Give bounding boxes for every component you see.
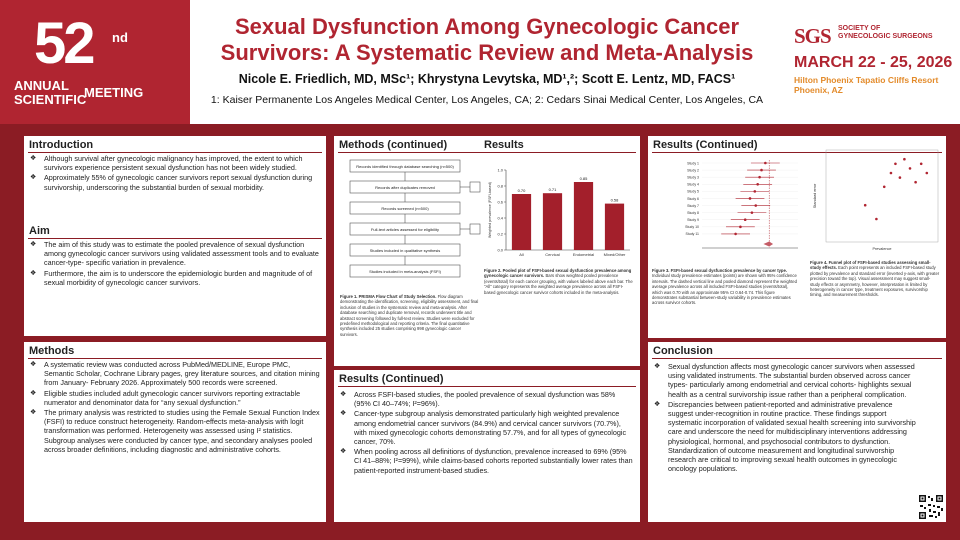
- methods-panel: [24, 342, 326, 522]
- study-label: Study 6: [687, 196, 699, 201]
- y-tick-label: 0.8: [497, 183, 503, 189]
- bar: [574, 182, 593, 250]
- study-label: Study 11: [685, 232, 699, 237]
- meeting-number: 52: [34, 11, 93, 76]
- list-item: ❖ Although survival after gynecologic malignancy has improved, the extent to which survivors experience persistent sexual dysfunction has not been widely studied.: [30, 154, 320, 172]
- x-tick-label: Mixed/Other: [603, 252, 626, 257]
- study-label: Study 7: [687, 203, 699, 208]
- y-axis-label: Weighted prevalence (FSFI-based): [488, 182, 492, 238]
- list-item: ❖ Furthermore, the aim is to underscore the epidemiologic burden and magnitude of of sexual morbidity of gynecologic cancer survivors.: [30, 269, 320, 287]
- funnel-point: [890, 172, 893, 175]
- funnel-point: [875, 218, 878, 221]
- study-label: Study 8: [687, 210, 699, 215]
- flow-box-label: Records screened (n≈500): [381, 205, 429, 211]
- list-item: ❖ The primary analysis was restricted to studies using the Female Sexual Function Index (FSFI) to reduce construct heterogeneity. Random-effects meta-analysis with logit transformation was performed. Heterogeneity was assessed using I² statistics. Subgroup analyses were conducted by cancer type, and secondary analyses pooled across broader definitions, including diagnostic and administrative cohorts.: [30, 408, 320, 454]
- affiliations: 1: Kaiser Permanente Los Angeles Medical Center, Los Angeles, CA; 2: Cedars Sinai Medical Center, Los Angeles, CA: [210, 94, 764, 106]
- meeting-city: Phoenix, AZ: [794, 85, 843, 95]
- list-item: ❖ Discrepancies between patient-reported and administrative prevalence suggest under-recognition in routine practice. These findings support systematic incorporation of validated sexual health screening into survivorship care and underscore the need for multidisciplinary interventions addressing physiological, hormonal, and psychosocial contributors to dysfunction. Standardization of outcome measurement and longitudinal survivorship research are critical to improving sexual health outcomes in gynecologic oncology populations.: [654, 400, 918, 474]
- results-continued-list: [340, 390, 634, 476]
- study-point: [754, 204, 757, 207]
- list-item: ❖ Approximately 55% of gynecologic cancer survivors report sexual dysfunction during survivorship, underscoring the substantial burden of sexual morbidity.: [30, 173, 320, 191]
- figure4-caption: Figure 4. Funnel plot of FSFI-based studies assessing small-study effects. Each point represents an included FSFI-based study plotted by prevalence and standard error (inverted y-axis, with greater precision toward the top). Visual assessment may suggest small-study effects or asymmetry, however, interpretation is limited by heterogeneity in cancer type, treatment exposures, survivorship timing, and measurement thresholds.: [810, 260, 940, 298]
- list-item: ❖ The aim of this study was to estimate the pooled prevalence of sexual dysfunction among gynecologic cancer survivors using validated assessment tools and to evaluate cancer-type- specific variation in prevalence.: [30, 240, 320, 268]
- methods-heading: Methods: [29, 345, 75, 357]
- funnel-point: [899, 176, 902, 179]
- y-tick-label: 1.0: [497, 167, 503, 173]
- study-label: Study 3: [687, 175, 699, 180]
- sgs-society-name: SOCIETY OF GYNECOLOGIC SURGEONS: [838, 25, 933, 40]
- results-continued-bottom-panel: [334, 370, 640, 522]
- study-point: [756, 183, 759, 186]
- y-axis-label: Standard error: [813, 183, 817, 209]
- methods-continued-heading: Methods (continued): [339, 139, 448, 151]
- list-item: ❖ A systematic review was conducted across PubMed/MEDLINE, Europe PMC, Semantic Scholar, Cochrane Library pages, grey literature sources, and citation mining from January- February 2026. Approximately 500 records were screened.: [30, 360, 320, 388]
- funnel-point: [883, 186, 886, 189]
- study-point: [758, 176, 761, 179]
- meeting-dates: MARCH 22 - 25, 2026: [794, 54, 953, 71]
- meeting-logo: [0, 0, 190, 124]
- results-continued-heading-top: Results (Continued): [653, 139, 758, 151]
- x-tick-label: Cervical: [545, 252, 560, 257]
- funnel-point: [903, 158, 906, 161]
- bar-chart: [484, 158, 636, 276]
- meeting-label-annual: ANNUAL: [14, 78, 69, 93]
- flow-exclusion-box: [470, 182, 480, 192]
- y-tick-label: 0.2: [497, 231, 503, 237]
- qr-code-icon[interactable]: [918, 494, 944, 520]
- study-label: Study 9: [687, 218, 699, 223]
- poster-title-line1: Sexual Dysfunction Among Gynecologic Cancer: [234, 14, 740, 39]
- flow-box-label: Studies included in qualitative synthesis: [369, 247, 441, 253]
- study-point: [751, 211, 754, 214]
- flow-box-label: Studies included in meta-analysis (FSFI): [369, 268, 441, 274]
- list-item: ❖ Eligible studies included adult gynecologic cancer survivors reporting extractable numerator and denominator data for “any sexual dysfunction.”: [30, 389, 320, 407]
- introduction-heading: Introduction: [29, 139, 94, 151]
- methods-list: [30, 360, 320, 455]
- x-axis-label: Prevalence: [872, 247, 892, 251]
- study-label: Study 4: [687, 182, 699, 187]
- results-continued-heading-bottom: Results (Continued): [339, 373, 444, 385]
- methods-results-panel: [334, 136, 640, 366]
- x-tick-label: Endometrial: [572, 252, 595, 257]
- prisma-flowchart: [342, 158, 482, 288]
- study-label: Study 1: [687, 161, 699, 166]
- study-point: [749, 197, 752, 200]
- bar-value-label: 0.85: [579, 176, 588, 181]
- bar-value-label: 0.71: [548, 187, 557, 193]
- introduction-panel: [24, 136, 326, 336]
- funnel-point: [914, 181, 917, 184]
- study-label: Study 2: [687, 168, 699, 173]
- y-tick-label: 0.6: [497, 199, 503, 205]
- funnel-point: [920, 163, 923, 166]
- figure1-caption: Figure 1. PRISMA Flow Chart of Study Selection. Flow diagram demonstrating the identification, screening, eligibility assessment, and final inclusion of studies in the systematic review and meta-analysis. After database searching and duplicate removal, records underwent title and abstract screening followed by full-text review. Studies were excluded for predefined methodological and reporting criteria. The final quantitative synthesis included 25 studies comprising 998 gynecologic cancer survivors.: [340, 294, 479, 337]
- bar-value-label: 0.70: [517, 188, 526, 193]
- meeting-label-scientific: SCIENTIFIC: [14, 92, 87, 107]
- aim-heading: Aim: [29, 225, 50, 237]
- aim-list: [30, 240, 320, 288]
- bar-value-label: 0.58: [610, 197, 619, 203]
- list-item: ❖ Cancer-type subgroup analysis demonstrated particularly high weighted prevalence among endometrial cancer survivors (84.9%) and cervical cancer survivors (70.7%), with mixed gynecologic cohorts demonstrating 57.7%, and for all types of gynecologic cancer, 70%.: [340, 409, 634, 446]
- funnel-point: [864, 204, 867, 207]
- study-label: Study 5: [687, 189, 699, 194]
- y-tick-label: 0.4: [497, 215, 503, 221]
- study-point: [744, 218, 747, 221]
- study-label: Study 10: [685, 225, 699, 230]
- conclusion-heading: Conclusion: [653, 345, 713, 357]
- meeting-label-meeting: MEETING: [84, 85, 144, 100]
- introduction-list: [30, 154, 320, 193]
- study-point: [739, 226, 742, 229]
- meeting-venue: Hilton Phoenix Tapatio Cliffs Resort: [794, 75, 939, 85]
- forest-plot: [652, 156, 802, 256]
- study-point: [764, 162, 767, 165]
- funnel-point: [909, 167, 912, 170]
- conclusion-panel: [648, 342, 946, 522]
- flow-exclusion-box: [470, 224, 480, 234]
- bar: [605, 204, 624, 250]
- study-point: [754, 190, 757, 193]
- funnel-point: [926, 172, 929, 175]
- results-heading: Results: [484, 139, 524, 151]
- results-continued-top-panel: [648, 136, 946, 338]
- sgs-mark: SGS: [794, 24, 831, 48]
- poster-title-line2: Survivors: A Systematic Review and Meta-Analysis: [220, 40, 754, 65]
- list-item: ❖ When pooling across all definitions of dysfunction, prevalence increased to 69% (95% CI 41–88%; I²=99%), while claims-based cohorts reported substantially lower rates than patient-reported instrument-based studies.: [340, 447, 634, 475]
- bar: [543, 193, 562, 250]
- flow-box-label: Records identified through database searching (n≈500): [356, 163, 454, 169]
- flow-box-label: Full-text articles assessed for eligibility: [370, 226, 440, 232]
- conclusion-list: [654, 362, 918, 474]
- x-tick-label: All: [519, 252, 524, 257]
- sgs-logo: [790, 20, 960, 100]
- bar: [512, 194, 531, 250]
- list-item: ❖ Sexual dysfunction affects most gynecologic cancer survivors when assessed using validated instruments. The substantial burden observed across cancer types- particularly among endometrial and cervical cohorts- highlights sexual health as a central survivorship issue rather than a peripheral complication.: [654, 362, 918, 399]
- figure2-caption: Figure 2. Pooled plot of FSFI-based sexual dysfunction prevalence among gynecologic cancer survivors. Bars show weighted pooled prevalence (events/total) for each cancer grouping, with values labeled above each bar. The "All" category represents the weighted average prevalence across all FSFI-based gynecologic cancer survivor cohorts included in the meta-analysis.: [484, 268, 633, 295]
- flow-box-label: Records after duplicates removed: [375, 184, 435, 190]
- funnel-plot: [810, 146, 942, 256]
- meeting-number-suffix: nd: [112, 30, 128, 45]
- y-tick-label: 0.0: [497, 247, 503, 253]
- authors: Nicole E. Friedlich, MD, MSc¹; Khrystyna Levytska, MD¹,²; Scott E. Lentz, MD, FACS¹: [238, 72, 736, 86]
- pooled-diamond: [763, 242, 773, 247]
- list-item: ❖ Across FSFI-based studies, the pooled prevalence of sexual dysfunction was 58% (95% CI 40–74%; I²=96%).: [340, 390, 634, 408]
- header-banner: [0, 0, 960, 124]
- funnel-point: [894, 163, 897, 166]
- study-point: [760, 169, 763, 172]
- figure3-caption: Figure 3. FSFI-based sexual dysfunction prevalence by cancer type. Individual study prevalence estimates (points) are shown with 95% confidence intervals. The dashed vertical line and pooled diamond represent the weighted average prevalence across all included FSFI-based studies (events/total), which was 0.70 with an approximate 95% CI 0.64-0.74. This figure demonstrates substantial between-study variability in prevalence estimates across survivor cohorts.: [652, 268, 797, 306]
- study-point: [734, 233, 737, 236]
